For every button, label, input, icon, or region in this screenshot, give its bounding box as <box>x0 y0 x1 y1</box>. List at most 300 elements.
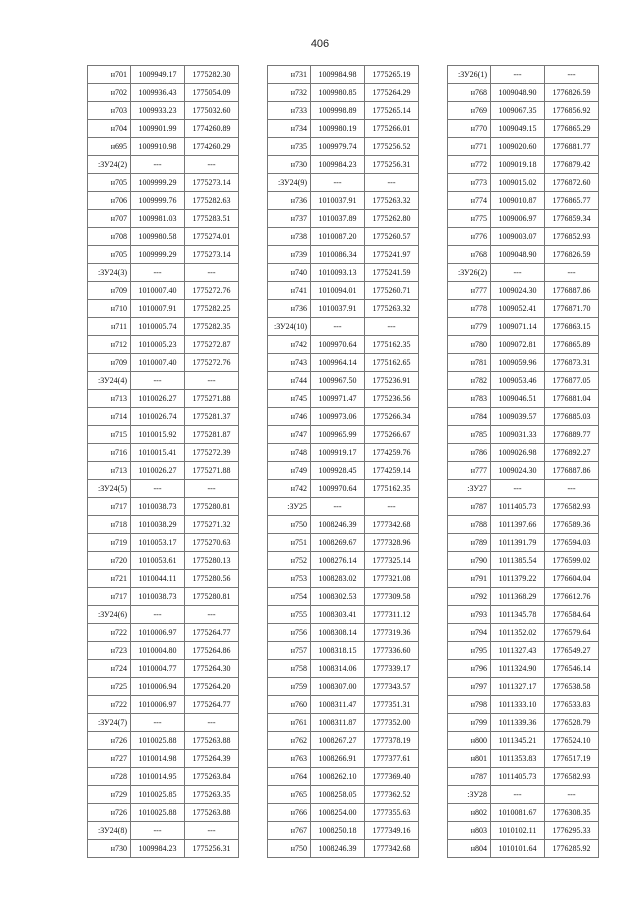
point-id-cell: :ЗУ26(1) <box>448 66 491 84</box>
point-id-cell: н709 <box>88 354 131 372</box>
point-id-cell: н762 <box>268 732 311 750</box>
y-coordinate-cell: 1777369.40 <box>365 768 419 786</box>
x-coordinate-cell: 1010015.92 <box>131 426 185 444</box>
point-id-cell: н781 <box>448 354 491 372</box>
y-coordinate-cell: --- <box>185 156 239 174</box>
y-coordinate-cell: --- <box>365 498 419 516</box>
table-row <box>448 444 599 462</box>
x-coordinate-cell: 1010102.11 <box>491 822 545 840</box>
y-coordinate-cell: 1775264.30 <box>185 660 239 678</box>
point-id-cell: н791 <box>448 570 491 588</box>
table-row <box>88 84 239 102</box>
x-coordinate-cell: 1009970.64 <box>311 336 365 354</box>
point-id-cell: н739 <box>268 246 311 264</box>
y-coordinate-cell: 1775264.77 <box>185 624 239 642</box>
x-coordinate-cell: 1009999.29 <box>131 246 185 264</box>
point-id-cell: н731 <box>268 66 311 84</box>
y-coordinate-cell: 1775263.35 <box>185 786 239 804</box>
x-coordinate-cell: 1010014.98 <box>131 750 185 768</box>
table-row <box>268 768 419 786</box>
point-id-cell: н758 <box>268 660 311 678</box>
table-row <box>268 714 419 732</box>
x-coordinate-cell: 1010007.40 <box>131 354 185 372</box>
y-coordinate-cell: 1777351.31 <box>365 696 419 714</box>
y-coordinate-cell: 1775272.39 <box>185 444 239 462</box>
y-coordinate-cell: 1777378.19 <box>365 732 419 750</box>
point-id-cell: н764 <box>268 768 311 786</box>
point-id-cell: н774 <box>448 192 491 210</box>
x-coordinate-cell: 1008262.10 <box>311 768 365 786</box>
x-coordinate-cell: 1009024.30 <box>491 462 545 480</box>
x-coordinate-cell: 1010044.11 <box>131 570 185 588</box>
y-coordinate-cell: 1776533.83 <box>545 696 599 714</box>
point-id-cell: н760 <box>268 696 311 714</box>
x-coordinate-cell: 1009971.47 <box>311 390 365 408</box>
y-coordinate-cell: 1775271.88 <box>185 462 239 480</box>
point-id-cell: :ЗУ24(4) <box>88 372 131 390</box>
y-coordinate-cell: 1776873.31 <box>545 354 599 372</box>
y-coordinate-cell: 1775263.32 <box>365 300 419 318</box>
x-coordinate-cell: 1009984.23 <box>131 840 185 858</box>
y-coordinate-cell: 1775236.91 <box>365 372 419 390</box>
table-row <box>88 156 239 174</box>
point-id-cell: н756 <box>268 624 311 642</box>
table-row <box>268 426 419 444</box>
page-number: 406 <box>310 38 330 50</box>
x-coordinate-cell: 1008254.00 <box>311 804 365 822</box>
x-coordinate-cell: 1008276.14 <box>311 552 365 570</box>
point-id-cell: :ЗУ26(2) <box>448 264 491 282</box>
table-row <box>268 210 419 228</box>
point-id-cell: н785 <box>448 426 491 444</box>
y-coordinate-cell: 1775263.88 <box>185 804 239 822</box>
x-coordinate-cell: 1009970.64 <box>311 480 365 498</box>
point-id-cell: н742 <box>268 480 311 498</box>
table-row <box>268 354 419 372</box>
point-id-cell: н778 <box>448 300 491 318</box>
x-coordinate-cell: 1011345.21 <box>491 732 545 750</box>
point-id-cell: н722 <box>88 624 131 642</box>
x-coordinate-cell: --- <box>491 480 545 498</box>
table-row <box>268 732 419 750</box>
table-row <box>268 552 419 570</box>
table-row <box>448 156 599 174</box>
table-row <box>268 138 419 156</box>
point-id-cell: н709 <box>88 282 131 300</box>
x-coordinate-cell: 1009015.02 <box>491 174 545 192</box>
table-row <box>448 210 599 228</box>
point-id-cell: н713 <box>88 462 131 480</box>
table-row <box>268 156 419 174</box>
x-coordinate-cell: 1011405.73 <box>491 498 545 516</box>
y-coordinate-cell: 1776872.60 <box>545 174 599 192</box>
x-coordinate-cell: 1008246.39 <box>311 840 365 858</box>
x-coordinate-cell: 1008307.00 <box>311 678 365 696</box>
table-row <box>268 534 419 552</box>
x-coordinate-cell: --- <box>131 822 185 840</box>
point-id-cell: н724 <box>88 660 131 678</box>
y-coordinate-cell: --- <box>545 480 599 498</box>
x-coordinate-cell: 1010025.85 <box>131 786 185 804</box>
table-row <box>268 660 419 678</box>
table-row <box>88 444 239 462</box>
table-row <box>268 228 419 246</box>
point-id-cell: н788 <box>448 516 491 534</box>
coordinates-table-2 <box>267 65 419 858</box>
x-coordinate-cell: 1010086.34 <box>311 246 365 264</box>
x-coordinate-cell: 1009006.97 <box>491 210 545 228</box>
x-coordinate-cell: 1009933.23 <box>131 102 185 120</box>
table-row <box>88 552 239 570</box>
point-id-cell: н750 <box>268 516 311 534</box>
y-coordinate-cell: 1775264.39 <box>185 750 239 768</box>
y-coordinate-cell: 1775266.01 <box>365 120 419 138</box>
y-coordinate-cell: 1777343.57 <box>365 678 419 696</box>
point-id-cell: н780 <box>448 336 491 354</box>
table-row <box>448 336 599 354</box>
point-id-cell: н767 <box>268 822 311 840</box>
table-row <box>448 354 599 372</box>
x-coordinate-cell: 1010053.17 <box>131 534 185 552</box>
y-coordinate-cell: 1775281.87 <box>185 426 239 444</box>
point-id-cell: н704 <box>88 120 131 138</box>
x-coordinate-cell: --- <box>131 372 185 390</box>
point-id-cell: н707 <box>88 210 131 228</box>
y-coordinate-cell: --- <box>185 480 239 498</box>
table-row <box>268 408 419 426</box>
y-coordinate-cell: 1775265.14 <box>365 102 419 120</box>
table-row <box>448 426 599 444</box>
x-coordinate-cell: 1009049.15 <box>491 120 545 138</box>
point-id-cell: н741 <box>268 282 311 300</box>
point-id-cell: :ЗУ24(6) <box>88 606 131 624</box>
table-row <box>88 390 239 408</box>
x-coordinate-cell: 1008246.39 <box>311 516 365 534</box>
point-id-cell: н803 <box>448 822 491 840</box>
table-row <box>88 534 239 552</box>
table-row <box>268 102 419 120</box>
point-id-cell: :ЗУ24(3) <box>88 264 131 282</box>
table-row <box>448 840 599 858</box>
y-coordinate-cell: 1775280.56 <box>185 570 239 588</box>
y-coordinate-cell: --- <box>185 372 239 390</box>
y-coordinate-cell: 1775264.20 <box>185 678 239 696</box>
point-id-cell: н796 <box>448 660 491 678</box>
table-row <box>448 660 599 678</box>
table-row <box>88 678 239 696</box>
point-id-cell: н730 <box>268 156 311 174</box>
table-row <box>268 786 419 804</box>
table-row <box>88 822 239 840</box>
table-row <box>88 660 239 678</box>
x-coordinate-cell: 1011352.02 <box>491 624 545 642</box>
table-row <box>88 624 239 642</box>
table-row <box>88 750 239 768</box>
coordinates-table-1 <box>87 65 239 858</box>
x-coordinate-cell: 1009980.85 <box>311 84 365 102</box>
table-row <box>88 138 239 156</box>
point-id-cell: н753 <box>268 570 311 588</box>
point-id-cell: н730 <box>88 840 131 858</box>
point-id-cell: н744 <box>268 372 311 390</box>
x-coordinate-cell: 1009999.29 <box>131 174 185 192</box>
x-coordinate-cell: 1009048.90 <box>491 246 545 264</box>
y-coordinate-cell: 1775162.35 <box>365 480 419 498</box>
x-coordinate-cell: 1011327.17 <box>491 678 545 696</box>
y-coordinate-cell: 1775256.52 <box>365 138 419 156</box>
table-row <box>448 138 599 156</box>
x-coordinate-cell: 1008318.15 <box>311 642 365 660</box>
table-row <box>88 372 239 390</box>
x-coordinate-cell: 1010026.74 <box>131 408 185 426</box>
table-row <box>448 642 599 660</box>
y-coordinate-cell: 1777325.14 <box>365 552 419 570</box>
table-row <box>268 624 419 642</box>
x-coordinate-cell: 1010015.41 <box>131 444 185 462</box>
y-coordinate-cell: 1775236.56 <box>365 390 419 408</box>
x-coordinate-cell: 1011333.10 <box>491 696 545 714</box>
y-coordinate-cell: 1775262.80 <box>365 210 419 228</box>
table-row <box>88 732 239 750</box>
x-coordinate-cell: 1011405.73 <box>491 768 545 786</box>
table-row <box>88 642 239 660</box>
point-id-cell: н792 <box>448 588 491 606</box>
y-coordinate-cell: 1776865.29 <box>545 120 599 138</box>
table-row <box>448 174 599 192</box>
table-row <box>268 642 419 660</box>
y-coordinate-cell: --- <box>185 606 239 624</box>
table-row <box>448 300 599 318</box>
y-coordinate-cell: 1777319.36 <box>365 624 419 642</box>
table-row <box>88 300 239 318</box>
x-coordinate-cell: 1009949.17 <box>131 66 185 84</box>
y-coordinate-cell: 1777352.00 <box>365 714 419 732</box>
x-coordinate-cell: 1010094.01 <box>311 282 365 300</box>
point-id-cell: н718 <box>88 516 131 534</box>
x-coordinate-cell: 1009053.46 <box>491 372 545 390</box>
point-id-cell: н746 <box>268 408 311 426</box>
point-id-cell: н773 <box>448 174 491 192</box>
point-id-cell: н772 <box>448 156 491 174</box>
x-coordinate-cell: 1009973.06 <box>311 408 365 426</box>
y-coordinate-cell: 1777311.12 <box>365 606 419 624</box>
x-coordinate-cell: 1010038.29 <box>131 516 185 534</box>
y-coordinate-cell: 1775264.86 <box>185 642 239 660</box>
y-coordinate-cell: 1776295.33 <box>545 822 599 840</box>
table-row <box>268 84 419 102</box>
table-row <box>88 498 239 516</box>
x-coordinate-cell: 1010004.77 <box>131 660 185 678</box>
table-row <box>268 606 419 624</box>
x-coordinate-cell: 1009052.41 <box>491 300 545 318</box>
table-row <box>268 282 419 300</box>
point-id-cell: н717 <box>88 498 131 516</box>
y-coordinate-cell: 1776885.03 <box>545 408 599 426</box>
table-row <box>268 804 419 822</box>
y-coordinate-cell: 1775263.84 <box>185 768 239 786</box>
x-coordinate-cell: 1010006.97 <box>131 624 185 642</box>
table-row <box>268 444 419 462</box>
x-coordinate-cell: 1009981.03 <box>131 210 185 228</box>
y-coordinate-cell: 1777328.96 <box>365 534 419 552</box>
y-coordinate-cell: 1775162.65 <box>365 354 419 372</box>
y-coordinate-cell: 1774260.29 <box>185 138 239 156</box>
x-coordinate-cell: 1008269.67 <box>311 534 365 552</box>
point-id-cell: н716 <box>88 444 131 462</box>
table-row <box>88 840 239 858</box>
point-id-cell: н702 <box>88 84 131 102</box>
x-coordinate-cell: 1010026.27 <box>131 462 185 480</box>
x-coordinate-cell: 1009019.18 <box>491 156 545 174</box>
y-coordinate-cell: 1775280.81 <box>185 498 239 516</box>
point-id-cell: н734 <box>268 120 311 138</box>
table-row <box>448 768 599 786</box>
x-coordinate-cell: 1011391.79 <box>491 534 545 552</box>
point-id-cell: н743 <box>268 354 311 372</box>
y-coordinate-cell: 1775256.31 <box>185 840 239 858</box>
y-coordinate-cell: 1776584.64 <box>545 606 599 624</box>
point-id-cell: н714 <box>88 408 131 426</box>
x-coordinate-cell: 1010038.73 <box>131 588 185 606</box>
table-row <box>88 426 239 444</box>
point-id-cell: н779 <box>448 318 491 336</box>
y-coordinate-cell: 1774260.89 <box>185 120 239 138</box>
table-row <box>88 228 239 246</box>
y-coordinate-cell: 1777362.52 <box>365 786 419 804</box>
x-coordinate-cell: 1009936.43 <box>131 84 185 102</box>
point-id-cell: н733 <box>268 102 311 120</box>
x-coordinate-cell: 1011368.29 <box>491 588 545 606</box>
table-row <box>88 606 239 624</box>
x-coordinate-cell: 1011353.83 <box>491 750 545 768</box>
y-coordinate-cell: 1775282.30 <box>185 66 239 84</box>
point-id-cell: н723 <box>88 642 131 660</box>
point-id-cell: н705 <box>88 246 131 264</box>
y-coordinate-cell: 1777336.60 <box>365 642 419 660</box>
x-coordinate-cell: --- <box>131 156 185 174</box>
table-row <box>88 120 239 138</box>
table-row <box>88 246 239 264</box>
point-id-cell: н750 <box>268 840 311 858</box>
table-row <box>448 696 599 714</box>
table-row <box>448 408 599 426</box>
point-id-cell: н777 <box>448 462 491 480</box>
table-row <box>448 372 599 390</box>
point-id-cell: н782 <box>448 372 491 390</box>
table-row <box>448 570 599 588</box>
table-row <box>88 462 239 480</box>
table-row <box>88 210 239 228</box>
table-row <box>448 516 599 534</box>
point-id-cell: н736 <box>268 300 311 318</box>
table-row <box>88 570 239 588</box>
table-row <box>88 786 239 804</box>
point-id-cell: н717 <box>88 588 131 606</box>
x-coordinate-cell: 1009910.98 <box>131 138 185 156</box>
point-id-cell: н754 <box>268 588 311 606</box>
table-row <box>268 336 419 354</box>
y-coordinate-cell: 1775266.67 <box>365 426 419 444</box>
x-coordinate-cell: 1010087.20 <box>311 228 365 246</box>
table-row <box>88 408 239 426</box>
y-coordinate-cell: 1776589.36 <box>545 516 599 534</box>
table-row <box>268 174 419 192</box>
y-coordinate-cell: 1775280.13 <box>185 552 239 570</box>
table-row <box>268 588 419 606</box>
x-coordinate-cell: 1010037.89 <box>311 210 365 228</box>
point-id-cell: н742 <box>268 336 311 354</box>
y-coordinate-cell: 1775271.88 <box>185 390 239 408</box>
y-coordinate-cell: 1775265.19 <box>365 66 419 84</box>
point-id-cell: н695 <box>88 138 131 156</box>
table-row <box>268 516 419 534</box>
y-coordinate-cell: 1776594.03 <box>545 534 599 552</box>
point-id-cell: н802 <box>448 804 491 822</box>
point-id-cell: н726 <box>88 732 131 750</box>
y-coordinate-cell: 1776524.10 <box>545 732 599 750</box>
y-coordinate-cell: 1775271.32 <box>185 516 239 534</box>
point-id-cell: н747 <box>268 426 311 444</box>
point-id-cell: н703 <box>88 102 131 120</box>
point-id-cell: н711 <box>88 318 131 336</box>
table-row <box>268 840 419 858</box>
y-coordinate-cell: 1775282.35 <box>185 318 239 336</box>
y-coordinate-cell: --- <box>185 822 239 840</box>
y-coordinate-cell: 1776877.05 <box>545 372 599 390</box>
y-coordinate-cell: 1776852.93 <box>545 228 599 246</box>
y-coordinate-cell: 1776546.14 <box>545 660 599 678</box>
y-coordinate-cell: 1776863.15 <box>545 318 599 336</box>
y-coordinate-cell: 1775281.37 <box>185 408 239 426</box>
x-coordinate-cell: 1010004.80 <box>131 642 185 660</box>
point-id-cell: н776 <box>448 228 491 246</box>
table-row <box>448 498 599 516</box>
x-coordinate-cell: 1009031.33 <box>491 426 545 444</box>
table-row <box>88 336 239 354</box>
table-row <box>268 822 419 840</box>
table-row <box>88 66 239 84</box>
table-row <box>268 300 419 318</box>
table-row <box>88 588 239 606</box>
x-coordinate-cell: --- <box>131 714 185 732</box>
table-row <box>268 66 419 84</box>
point-id-cell: :ЗУ24(5) <box>88 480 131 498</box>
table-row <box>448 282 599 300</box>
x-coordinate-cell: 1009071.14 <box>491 318 545 336</box>
x-coordinate-cell: 1009026.98 <box>491 444 545 462</box>
table-row <box>448 228 599 246</box>
point-id-cell: н752 <box>268 552 311 570</box>
x-coordinate-cell: 1009048.90 <box>491 84 545 102</box>
x-coordinate-cell: --- <box>491 66 545 84</box>
y-coordinate-cell: 1776538.58 <box>545 678 599 696</box>
table-row <box>268 750 419 768</box>
y-coordinate-cell: 1775282.63 <box>185 192 239 210</box>
table-row <box>448 732 599 750</box>
y-coordinate-cell: 1777342.68 <box>365 516 419 534</box>
point-id-cell: н797 <box>448 678 491 696</box>
x-coordinate-cell: 1010081.67 <box>491 804 545 822</box>
y-coordinate-cell: 1775274.01 <box>185 228 239 246</box>
point-id-cell: :ЗУ24(9) <box>268 174 311 192</box>
x-coordinate-cell: 1011379.22 <box>491 570 545 588</box>
table-row <box>88 102 239 120</box>
y-coordinate-cell: 1774259.76 <box>365 444 419 462</box>
y-coordinate-cell: 1776871.70 <box>545 300 599 318</box>
x-coordinate-cell: 1008308.14 <box>311 624 365 642</box>
point-id-cell: :ЗУ27 <box>448 480 491 498</box>
x-coordinate-cell: 1010038.73 <box>131 498 185 516</box>
